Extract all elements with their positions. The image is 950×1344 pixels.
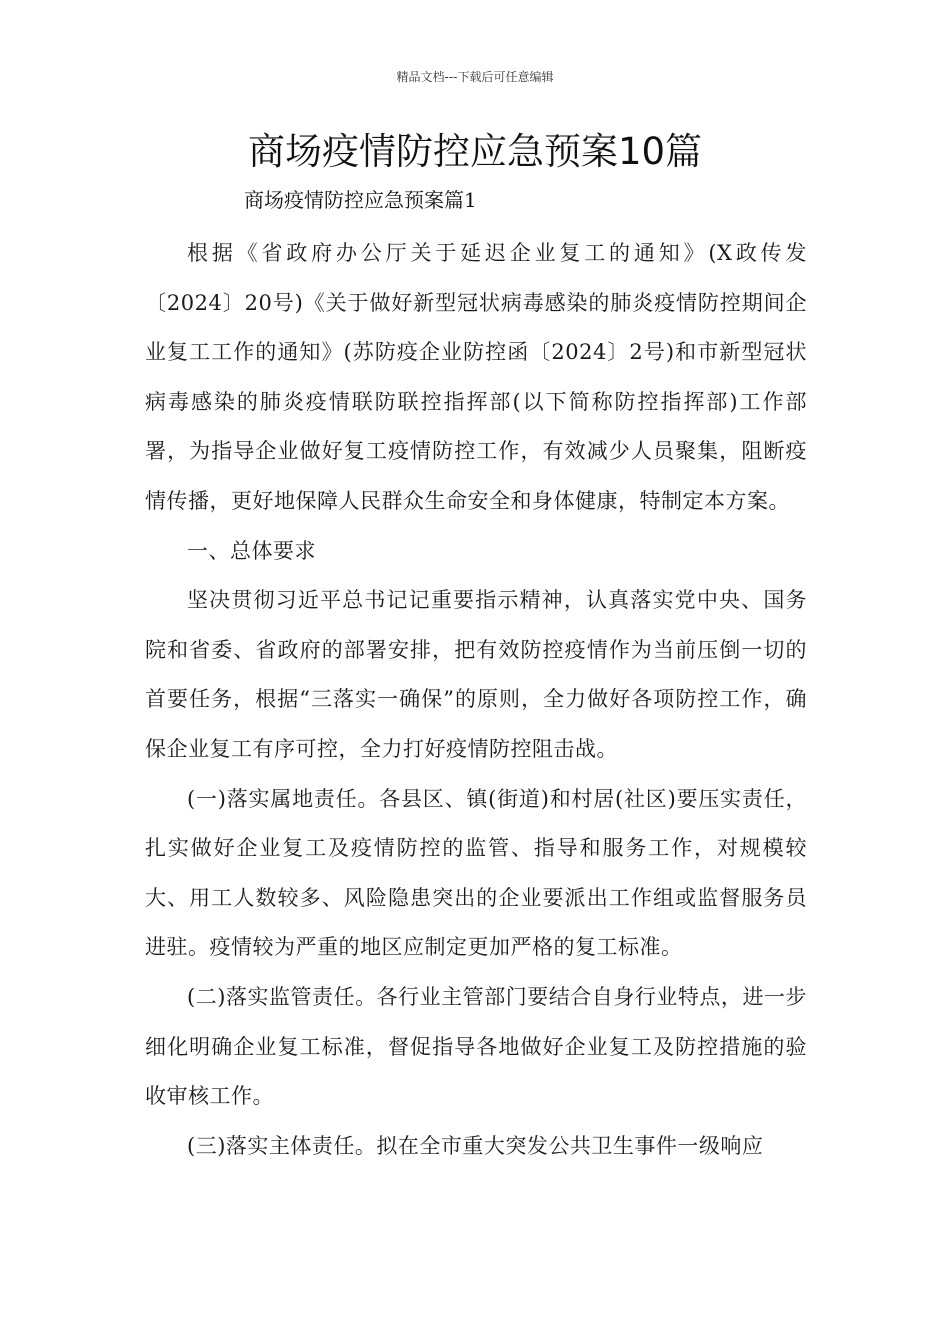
paragraph-main-responsibility: (三)落实主体责任。拟在全市重大突发公共卫生事件一级响应 (187, 1133, 764, 1158)
paragraph-supervision-responsibility: (二)落实监管责任。各行业主管部门要结合自身行业特点，进一步细化明确企业复工标准，督促指导各地做好企业复工及防控措施的验收审核工作。 (145, 984, 807, 1109)
paragraph-basis: 根据《省政府办公厅关于延迟企业复工的通知》(X政传发〔2024〕20号)《关于做好新型冠状病毒感染的肺炎疫情防控期间企业复工工作的通知》(苏防疫企业防控函〔2024〕2号)和市新型冠状病毒感染的肺炎疫情联防联控指挥部(以下简称防控指挥部)工作部署，为指导企业做好复工疫情防控工作，有效减少人员聚集，阻断疫情传播，更好地保障人民群众生命安全和身体健康，特制定本方案。 (145, 241, 807, 513)
document-body (145, 229, 807, 1171)
paragraph-territorial-responsibility: (一)落实属地责任。各县区、镇(街道)和村居(社区)要压实责任，扎实做好企业复工及疫情防控的监管、指导和服务工作，对规模较大、用工人数较多、风险隐患突出的企业要派出工作组或监督服务员进驻。疫情较为严重的地区应制定更加严格的复工标准。 (145, 786, 807, 960)
document-title: 商场疫情防控应急预案10篇 (247, 130, 703, 173)
paragraph-general-requirements: 坚决贯彻习近平总书记记重要指示精神，认真落实党中央、国务院和省委、省政府的部署安排，把有效防控疫情作为当前压倒一切的首要任务，根据“三落实一确保”的原则，全力做好各项防控工作，确保企业复工有序可控，全力打好疫情防控阻击战。 (145, 588, 807, 761)
section-subtitle: 商场疫情防控应急预案篇1 (244, 188, 477, 212)
document-header-note: 精品文档---下载后可任意编辑 (396, 70, 554, 84)
heading-general-requirements: 一、总体要求 (187, 538, 316, 563)
